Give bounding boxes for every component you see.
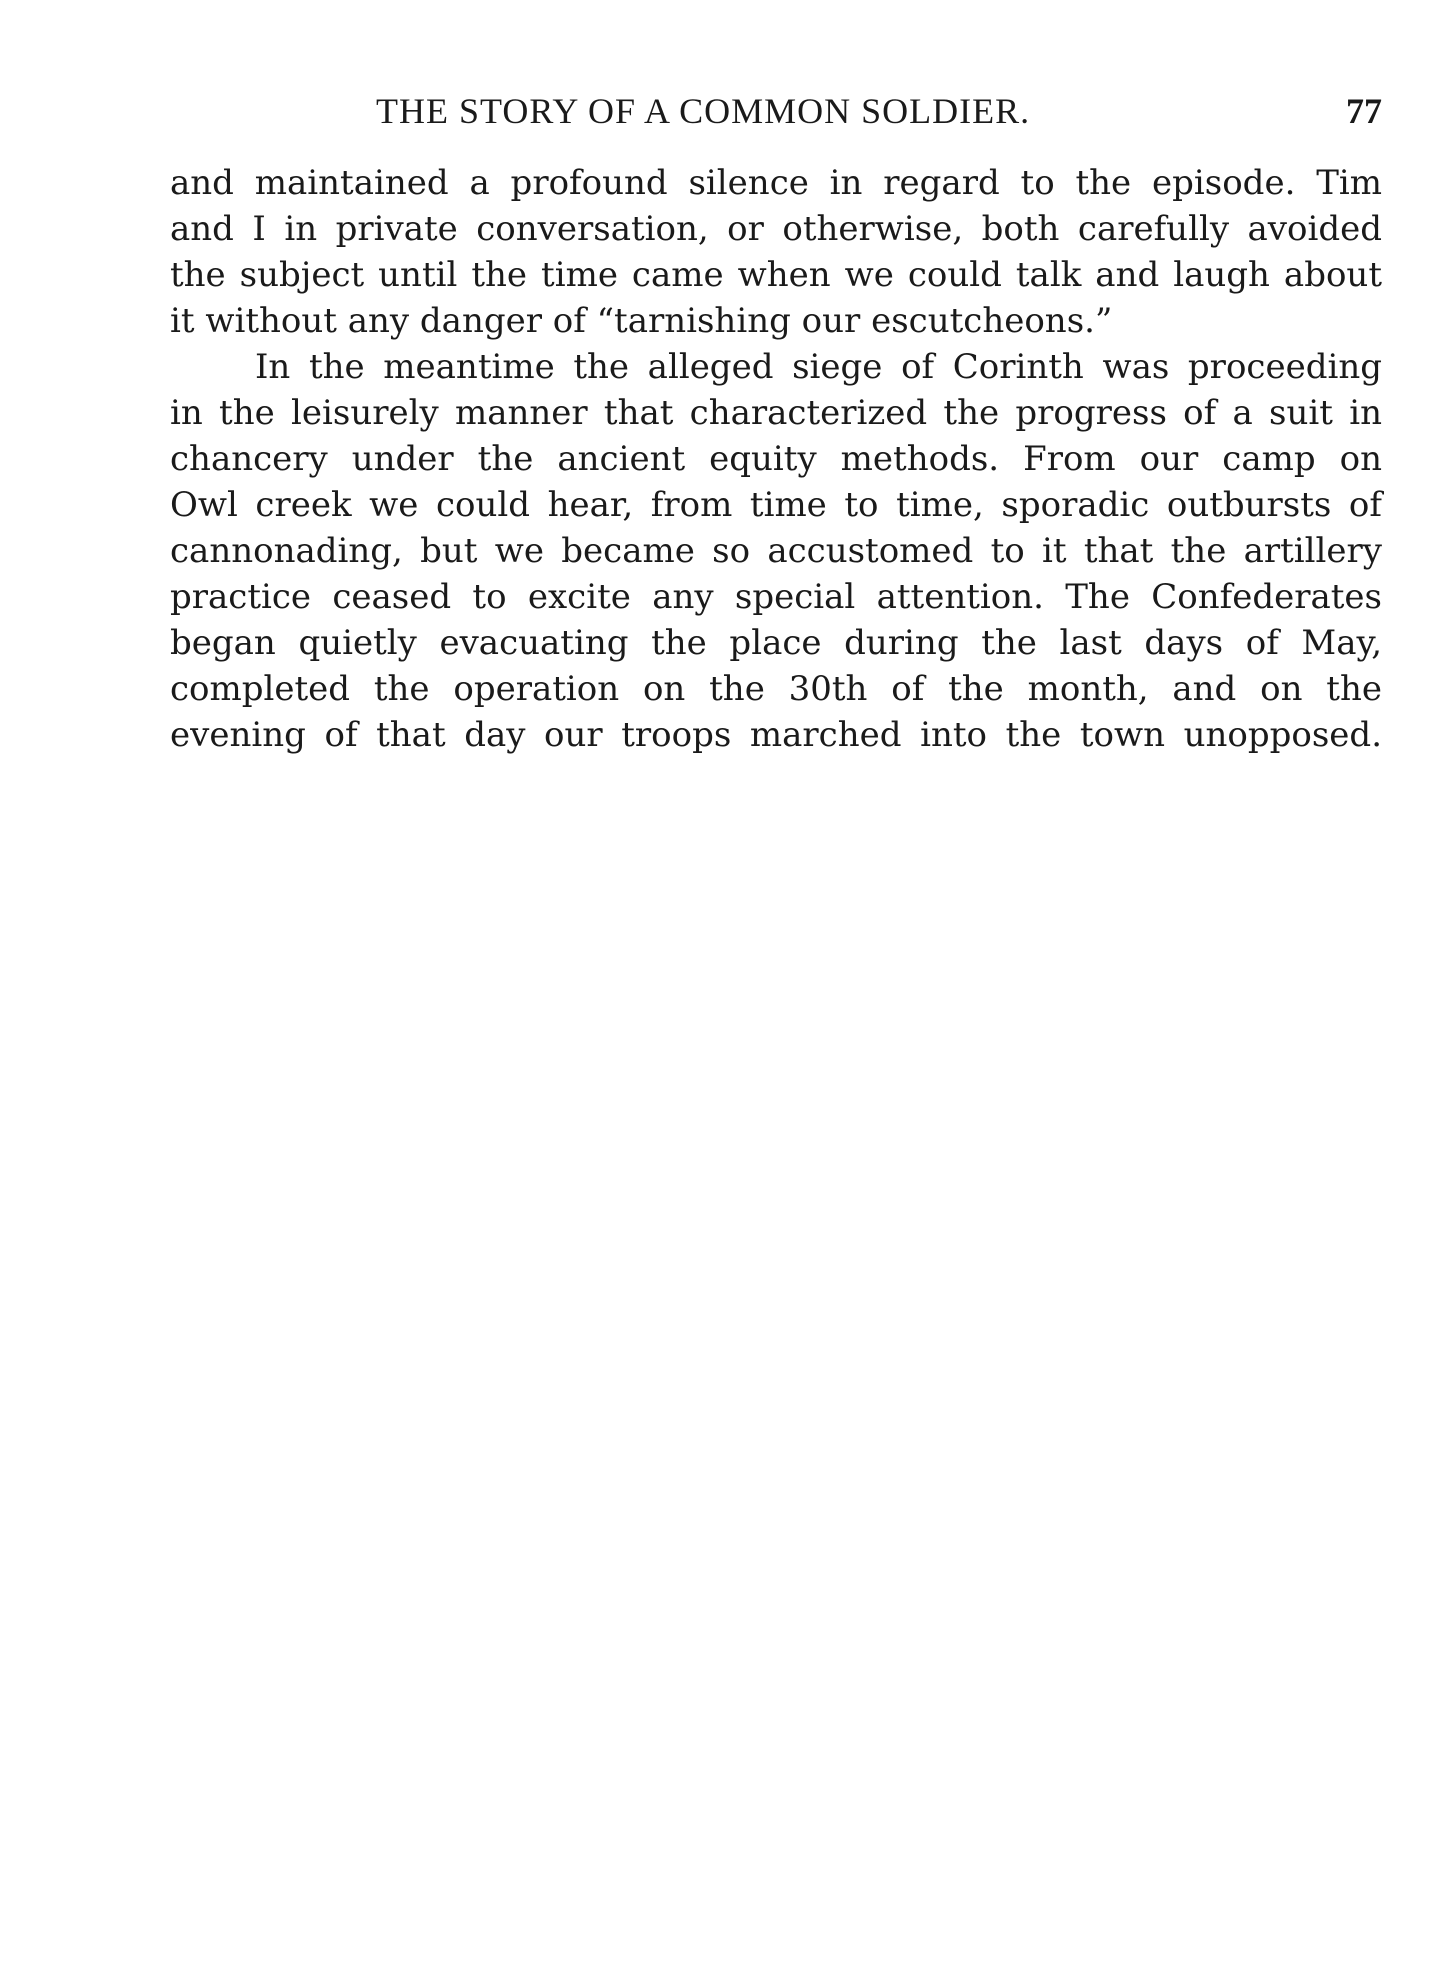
text-line: Owl creek we could hear, from time to time, sporadic outbursts of <box>170 485 1382 525</box>
text-line: it without any danger of “tarnishing our escutcheons.” <box>170 301 1113 341</box>
text-line: and maintained a profound silence in regard to the episode. Tim <box>170 163 1382 203</box>
paragraph-1 <box>170 160 1382 344</box>
text-line: began quietly evacuating the place during the last days of May, <box>170 623 1382 663</box>
text-line: cannonading, but we became so accustomed to it that the artillery <box>170 531 1382 571</box>
text-line: evening of that day our troops marched into the town unopposed. <box>170 715 1382 755</box>
text-line: the subject until the time came when we could talk and laugh about <box>170 255 1382 295</box>
paragraph-2 <box>170 344 1382 758</box>
page-number: 77 <box>1346 91 1382 131</box>
running-title: THE STORY OF A COMMON SOLDIER. <box>376 91 1031 131</box>
text-line: chancery under the ancient equity methods. From our camp on <box>170 439 1382 479</box>
text-line: in the leisurely manner that characterized the progress of a suit in <box>170 393 1382 433</box>
running-head <box>170 86 1382 136</box>
text-line: practice ceased to excite any special attention. The Confederates <box>170 577 1382 617</box>
body-text <box>170 160 1382 758</box>
text-line: In the meantime the alleged siege of Corinth was proceeding <box>255 347 1382 387</box>
text-line: completed the operation on the 30th of the month, and on the <box>170 669 1382 709</box>
text-line: and I in private conversation, or otherwise, both carefully avoided <box>170 209 1382 249</box>
